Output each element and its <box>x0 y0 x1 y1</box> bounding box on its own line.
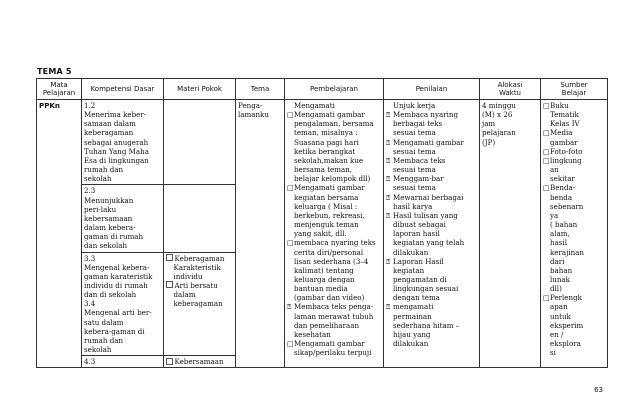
sumber-line-text: kerajinan <box>550 247 584 257</box>
checkbox-square-icon <box>166 281 173 288</box>
header-alokasi-waktu: Alokasi Waktu <box>480 79 541 100</box>
penilaian-line <box>386 211 477 220</box>
penilaian-line-text: Membaca teks <box>393 155 446 165</box>
pembelajaran-line-text: kesehatan <box>294 329 331 339</box>
penilaian-line-text: Unjuk kerja <box>393 101 436 110</box>
materi-line-text: Karakteristik <box>173 262 221 272</box>
sumber-line-text: benda <box>550 192 573 202</box>
sumber-line <box>543 174 605 183</box>
penilaian-line-text: pengamatan di <box>393 274 447 284</box>
bullet-marker-icon: □ <box>287 183 294 193</box>
sumber-line <box>543 193 605 202</box>
alokasi-line: (M) x 26 <box>482 110 513 120</box>
header-penilaian: Penilaian <box>384 79 480 100</box>
penilaian-cell <box>384 100 480 368</box>
pembelajaran-line <box>287 229 381 238</box>
bullet-marker-icon: □ <box>543 293 550 303</box>
pembelajaran-line <box>287 101 381 110</box>
pembelajaran-line <box>287 147 381 156</box>
penilaian-line-text: dilakukan <box>393 247 429 257</box>
materi-cell-empty <box>164 100 236 185</box>
page-number: 63 <box>594 386 603 394</box>
bullet-marker-icon: ⍰ <box>287 302 292 312</box>
sumber-line <box>543 339 605 348</box>
penilaian-line <box>386 110 477 119</box>
sumber-line-text: apan <box>550 302 568 312</box>
kd-line: rumah dan <box>84 165 124 175</box>
sumber-line <box>543 119 605 128</box>
sumber-line <box>543 284 605 293</box>
bullet-marker-icon: □ <box>543 183 550 193</box>
bullet-marker-icon: ⍰ <box>386 155 391 165</box>
kd-line: 3.4 <box>84 299 96 309</box>
kd-line: kebersamaan <box>84 213 133 223</box>
penilaian-line-text: sesuai tema <box>393 183 436 193</box>
kd-line: dalam kebera- <box>84 223 136 233</box>
kd-line: Tuhan Yang Maha <box>84 146 149 156</box>
sumber-line <box>543 312 605 321</box>
penilaian-line-text: dilakukan <box>393 339 429 349</box>
materi-line-text: Kebersamaan <box>174 357 224 367</box>
kd-cell-1 <box>82 100 164 185</box>
penilaian-line-text: hijau yang <box>393 329 431 339</box>
kd-line: Mengenal kebera- <box>84 262 150 272</box>
pembelajaran-line-text: pengalaman, bersama <box>294 119 374 129</box>
sumber-line-text: eksperim <box>550 320 584 330</box>
pembelajaran-line-text: Mengamati gambar <box>294 183 365 193</box>
sumber-line <box>543 156 605 165</box>
pembelajaran-line <box>287 138 381 147</box>
alokasi-line: (JP) <box>482 137 496 147</box>
pembelajaran-line-text: cerita diri/personal <box>294 247 364 257</box>
sumber-line <box>543 257 605 266</box>
penilaian-line <box>386 293 477 302</box>
penilaian-line-text: sesuai tema <box>393 128 436 138</box>
penilaian-line-text: berbagai teks <box>393 119 443 129</box>
sumber-line <box>543 330 605 339</box>
penilaian-line <box>386 257 477 266</box>
penilaian-line <box>386 302 477 311</box>
penilaian-line <box>386 339 477 348</box>
materi-cell-empty <box>164 185 236 252</box>
bullet-marker-icon: ⍰ <box>386 256 391 266</box>
sumber-line <box>543 138 605 147</box>
silabus-table <box>36 78 608 368</box>
materi-line <box>166 263 233 272</box>
sumber-line-text: untuk <box>550 311 571 321</box>
penilaian-line-text: sesuai tema <box>393 165 436 175</box>
kd-line: gaman karateristik <box>84 271 153 281</box>
bullet-marker-icon: □ <box>543 128 550 138</box>
penilaian-line <box>386 147 477 156</box>
sumber-line-text: lunak <box>550 274 570 284</box>
pembelajaran-line <box>287 165 381 174</box>
penilaian-line-text: kegiatan yang telah <box>393 238 465 248</box>
pembelajaran-line-text: membaca nyaring teks <box>294 238 376 248</box>
pembelajaran-line-text: yang sakit, dll. <box>294 229 347 239</box>
bullet-marker-icon: □ <box>287 110 294 120</box>
kd-line: dan sekolah <box>84 241 128 251</box>
penilaian-line-text: Membaca nyaring <box>393 110 458 120</box>
sumber-line-text: sebenarn <box>550 201 584 211</box>
pembelajaran-line-text: keluarga dengan <box>294 274 355 284</box>
tema-label: TEMA 5 <box>37 67 72 76</box>
materi-line <box>166 290 233 299</box>
sumber-line-text: Buku <box>550 101 569 110</box>
penilaian-line-text: laporan hasil <box>393 229 440 239</box>
kd-line: Esa di lingkungan <box>84 155 149 165</box>
kd-line: individu di rumah <box>84 280 148 290</box>
kd-cell-2 <box>82 185 164 252</box>
tema-cell <box>236 100 285 368</box>
penilaian-line <box>386 138 477 147</box>
sumber-line-text: dll) <box>550 284 562 294</box>
penilaian-line <box>386 174 477 183</box>
sumber-line <box>543 302 605 311</box>
kd-line: dan di sekolah <box>84 290 137 300</box>
sumber-line-text: gambar <box>550 137 578 147</box>
pembelajaran-line <box>287 119 381 128</box>
kd-line: Menerima keber- <box>84 110 147 120</box>
penilaian-line <box>386 229 477 238</box>
header-row <box>37 79 608 100</box>
pembelajaran-line-text: lisan sederhana (3–4 <box>294 256 369 266</box>
kd-line: keberagaman <box>84 128 134 138</box>
sumber-line-text: an <box>550 165 559 175</box>
sumber-line <box>543 293 605 302</box>
sumber-line-text: en / <box>550 329 564 339</box>
bullet-marker-icon: □ <box>543 101 550 110</box>
penilaian-line <box>386 165 477 174</box>
pembelajaran-line <box>287 284 381 293</box>
penilaian-line <box>386 202 477 211</box>
penilaian-line-text: Menggam-bar <box>393 174 444 184</box>
sumber-line-text: si <box>550 348 556 358</box>
sumber-cell <box>541 100 608 368</box>
pembelajaran-line <box>287 183 381 192</box>
pembelajaran-line <box>287 257 381 266</box>
subject-cell: PPKn <box>37 100 82 368</box>
penilaian-line-text: sesuai tema <box>393 146 436 156</box>
kd-cell-3 <box>82 252 164 356</box>
bullet-marker-icon: ⍰ <box>386 302 391 312</box>
sumber-line-text: dari <box>550 256 565 266</box>
sumber-line-text: lingkung <box>550 155 582 165</box>
pembelajaran-line <box>287 202 381 211</box>
penilaian-line-text: mengamati <box>393 302 434 312</box>
sumber-line <box>543 101 605 110</box>
kd-line: sekolah <box>84 345 112 355</box>
materi-line <box>166 281 233 290</box>
pembelajaran-line-text: belajar kelompok dll) <box>294 174 371 184</box>
sumber-line-text: sekitar <box>550 174 575 184</box>
pembelajaran-line <box>287 275 381 284</box>
pembelajaran-line-text: bantuan media <box>294 284 348 294</box>
sumber-line <box>543 220 605 229</box>
sumber-line-text: ya <box>550 210 559 220</box>
penilaian-line <box>386 266 477 275</box>
bullet-marker-icon: ⍰ <box>386 137 391 147</box>
kd-line: kebera-gaman di <box>84 326 145 336</box>
penilaian-line <box>386 248 477 257</box>
pembelajaran-line-text: Mengamati gambar <box>294 110 365 120</box>
bullet-marker-icon: □ <box>543 146 550 156</box>
pembelajaran-line <box>287 248 381 257</box>
pembelajaran-line-text: Suasana pagi hari <box>294 137 359 147</box>
alokasi-cell <box>480 100 541 368</box>
bullet-marker-icon: □ <box>543 155 550 165</box>
sumber-line <box>543 147 605 156</box>
sumber-line-text: hasil <box>550 238 567 248</box>
penilaian-line <box>386 220 477 229</box>
sumber-line-text: ( bahan <box>550 220 578 230</box>
penilaian-line <box>386 193 477 202</box>
sumber-line <box>543 229 605 238</box>
sumber-line <box>543 183 605 192</box>
materi-line <box>166 299 233 308</box>
sumber-line-text: bahan <box>550 265 573 275</box>
pembelajaran-line-text: berkebun, rekreasi, <box>294 210 365 220</box>
pembelajaran-line-text: keluarga ( Misal : <box>294 201 358 211</box>
alokasi-line: jam <box>482 119 496 129</box>
pembelajaran-line <box>287 348 381 357</box>
header-tema: Tema <box>236 79 285 100</box>
materi-line <box>166 254 233 263</box>
pembelajaran-line-text: Mengamati gambar <box>294 339 365 349</box>
penilaian-line-text: Hasil tulisan yang <box>393 210 458 220</box>
pembelajaran-line <box>287 193 381 202</box>
sumber-line <box>543 348 605 357</box>
penilaian-line-text: Mengamati gambar <box>393 137 464 147</box>
kd-line: 4.3 <box>84 357 96 367</box>
kd-line: 1.2 <box>84 101 96 110</box>
pembelajaran-line <box>287 321 381 330</box>
pembelajaran-line-text: Mengamati <box>294 101 335 110</box>
sumber-line <box>543 202 605 211</box>
sumber-line <box>543 211 605 220</box>
pembelajaran-line-text: ketika berangkat <box>294 146 356 156</box>
kd-cell-4 <box>82 356 164 368</box>
pembelajaran-line <box>287 238 381 247</box>
penilaian-line-text: dibuat sebagai <box>393 220 446 230</box>
pembelajaran-line <box>287 293 381 302</box>
kd-line: Menunjukkan <box>84 195 134 205</box>
sumber-line-text: Tematik <box>550 110 579 120</box>
penilaian-line <box>386 284 477 293</box>
pembelajaran-line-text: (gambar dan video) <box>294 293 365 303</box>
header-kompetensi-dasar: Kompetensi Dasar <box>82 79 164 100</box>
bullet-marker-icon: ⍰ <box>386 174 391 184</box>
materi-line-text: Keberagaman <box>174 253 225 263</box>
penilaian-line <box>386 156 477 165</box>
kd-line: samaan dalam <box>84 119 136 129</box>
kd-line: sebagai anugerah <box>84 137 149 147</box>
materi-line-text: dalam <box>173 290 196 300</box>
table-row <box>37 100 608 185</box>
penilaian-line-text: hasil karya <box>393 201 433 211</box>
sumber-line-text: alam, <box>550 229 570 239</box>
kd-line: rumah dan <box>84 335 124 345</box>
tema-line: Penga- <box>238 101 263 110</box>
pembelajaran-line-text: kalimat) tentang <box>294 265 354 275</box>
kd-line: 3.3 <box>84 253 96 263</box>
materi-line <box>166 357 233 366</box>
pembelajaran-line-text: teman, misalnya : <box>294 128 358 138</box>
penilaian-line <box>386 275 477 284</box>
pembelajaran-line-text: Membaca teks penga- <box>294 302 374 312</box>
penilaian-line-text: Mewarnai berbagai <box>393 192 464 202</box>
penilaian-line-text: sederhana hitam – <box>393 320 460 330</box>
penilaian-line <box>386 330 477 339</box>
pembelajaran-line <box>287 110 381 119</box>
alokasi-line: 4 minggu <box>482 101 516 110</box>
pembelajaran-line-text: sekolah,makan kue <box>294 155 364 165</box>
tema-line: lamanku <box>238 110 269 120</box>
alokasi-line: pelajaran <box>482 128 516 138</box>
sumber-line-text: Kelas IV <box>550 119 580 129</box>
header-mata-pelajaran: Mata Pelajaran <box>37 79 82 100</box>
bullet-marker-icon: □ <box>287 238 294 248</box>
bullet-marker-icon: □ <box>287 339 294 349</box>
pembelajaran-line <box>287 339 381 348</box>
materi-line-text: Arti bersatu <box>174 280 218 290</box>
sumber-line-text: Media <box>550 128 573 138</box>
pembelajaran-line <box>287 312 381 321</box>
kd-line: satu dalam <box>84 317 124 327</box>
sumber-line <box>543 238 605 247</box>
sumber-line <box>543 128 605 137</box>
penilaian-line-text: lingkungan sesuai <box>393 284 459 294</box>
pembelajaran-line-text: dan pemeliharaan <box>294 320 360 330</box>
bullet-marker-icon: ⍰ <box>386 192 391 202</box>
pembelajaran-line <box>287 266 381 275</box>
checkbox-square-icon <box>166 358 173 365</box>
materi-line-text: individu <box>173 271 203 281</box>
header-materi-pokok: Materi Pokok <box>164 79 236 100</box>
pembelajaran-line-text: bersama teman, <box>294 165 353 175</box>
pembelajaran-line-text: laman merawat tubuh <box>294 311 374 321</box>
pembelajaran-line <box>287 156 381 165</box>
header-sumber-belajar: Sumber Belajar <box>541 79 608 100</box>
kd-line: Mengenal arti ber- <box>84 308 152 318</box>
penilaian-line-text: permainan <box>393 311 432 321</box>
sumber-line <box>543 321 605 330</box>
penilaian-line <box>386 312 477 321</box>
pembelajaran-line <box>287 220 381 229</box>
pembelajaran-line-text: menjenguk teman <box>294 220 359 230</box>
penilaian-line-text: Laporan Hasil <box>393 256 444 266</box>
sumber-line-text: Benda- <box>550 183 576 193</box>
kd-line: peri-laku <box>84 204 117 214</box>
sumber-line-text: Foto-foto <box>550 146 583 156</box>
materi-line-text: keberagaman <box>173 299 223 309</box>
penilaian-line <box>386 183 477 192</box>
sumber-line-text: Perlengk <box>550 293 582 303</box>
materi-line <box>166 272 233 281</box>
penilaian-line-text: dengan tema <box>393 293 440 303</box>
penilaian-line-text: kegiatan <box>393 265 425 275</box>
bullet-marker-icon: ⍰ <box>386 110 391 120</box>
pembelajaran-line <box>287 211 381 220</box>
penilaian-line <box>386 101 477 110</box>
sumber-line <box>543 275 605 284</box>
sumber-line <box>543 165 605 174</box>
sumber-line <box>543 266 605 275</box>
pembelajaran-line <box>287 174 381 183</box>
kd-line: gaman di rumah <box>84 232 144 242</box>
checkbox-square-icon <box>166 254 173 261</box>
materi-cell-kebersamaan <box>164 356 236 368</box>
pembelajaran-line-text: kegiatan bersama <box>294 192 359 202</box>
pembelajaran-line <box>287 128 381 137</box>
pembelajaran-cell <box>285 100 384 368</box>
materi-cell-keberagaman <box>164 252 236 356</box>
penilaian-line <box>386 128 477 137</box>
penilaian-line <box>386 119 477 128</box>
sumber-line <box>543 110 605 119</box>
pembelajaran-line <box>287 302 381 311</box>
kd-line: 2.3 <box>84 186 96 196</box>
sumber-line-text: eksplora <box>550 339 581 349</box>
header-pembelajaran: Pembelajaran <box>285 79 384 100</box>
pembelajaran-line-text: sikap/perilaku terpuji <box>294 348 372 358</box>
penilaian-line <box>386 238 477 247</box>
bullet-marker-icon: ⍰ <box>386 210 391 220</box>
penilaian-line <box>386 321 477 330</box>
sumber-line <box>543 248 605 257</box>
pembelajaran-line <box>287 330 381 339</box>
kd-line: sekolah <box>84 174 112 184</box>
